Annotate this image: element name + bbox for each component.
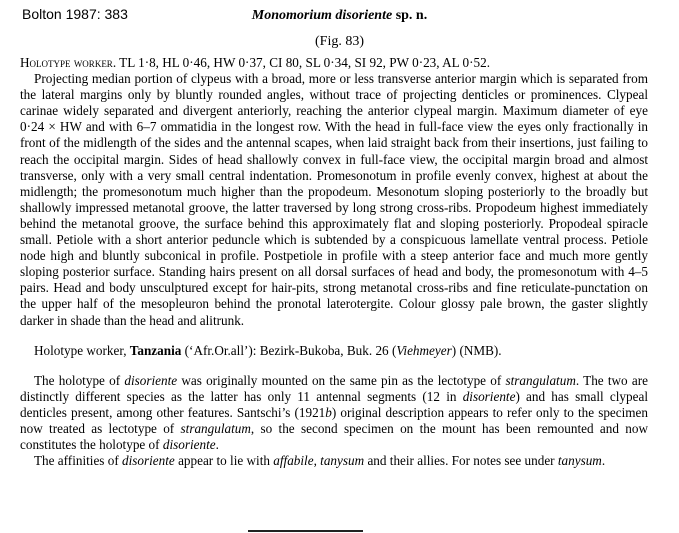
citation-label: Bolton 1987: 383 — [22, 6, 128, 22]
affinities-paragraph: The affinities of disoriente appear to lie with affabile, tanysum and their allies. For notes see under tanysum. — [34, 453, 606, 469]
cut-off-next-heading — [248, 527, 363, 533]
collector: Viehmeyer — [396, 342, 452, 358]
holotype-label: Holotype worker. — [20, 55, 117, 70]
measurements-line — [20, 55, 648, 71]
figure-reference: (Fig. 83) — [315, 34, 364, 49]
remarks-paragraph: The holotype of disoriente was originally mounted on the same pin as the lectotype of strangulatum. The two are distinctly different species as the latter has only 11 antennal segments (12 in disoriente) and has small clypeal denticles present, among other features. Santschi’s (1921b) original description appears to refer only to the specimen now treated as lectotype of strangulatum, so the second specimen on the mount has been remounted and now constitutes the holotype of disoriente. — [20, 372, 648, 453]
description-paragraph: Projecting median portion of clypeus with a broad, more or less transverse anterior margin which is separated from the lateral margins only by bluntly rounded angles, without trace of projecting denticles or prominences. Clypeal carinae widely separated and divergent anteriorly, reaching the anterior clypeal margin. Maximum diameter of eye 0·24 × HW and with 6–7 ommatidia in the longest row. With the head in full-face view the eyes only fractionally in front of the midlength of the sides and the antennal scapes, when laid straight back from their insertions, just failing to reach the occipital margin. Sides of head shallowly convex in full-face view, the occipital margin broad and almost transverse, only with a very small central indentation. Promesonotum in profile evenly convex, highest at about the midlength; the promesonotum much higher than the propodeum. Mesonotum sloping posteriorly to the broadly but shallowly impressed metanotal groove, the latter traversed by long strong cross-ribs. Propodeum highest immediately behind the metanotal groove, the surface behind this approximately flat and sloping posteriorly. Propodeal spiracle small. Petiole with a short anterior peduncle which is subtended by a conspicuous lamellate ventral process. Petiole node high and bluntly subconical in profile. Postpetiole in profile with a steep anterior face and much more gently sloping posterior surface. Standing hairs present on all dorsal surfaces of head and body, the promesonotum with 4–5 pairs. Head and body unsculptured except for hair-pits, strong metanotal cross-ribs and fine reticulate-punctation on the upper half of the mesopleuron behind the pronotal laterotergite. Colour glossy pale brown, the gaster slightly darker in shade than the head and alitrunk. — [20, 71, 648, 328]
material-paragraph: Holotype worker, Tanzania (‘Afr.Or.all’): Bezirk-Bukoba, Buk. 26 (Viehmeyer) (NMB). — [34, 342, 502, 358]
species-status: sp. n. — [392, 8, 428, 23]
measurement-values: TL 1·8, HL 0·46, HW 0·37, CI 80, SL 0·34, SI 92, PW 0·23, AL 0·52. — [116, 55, 490, 70]
body-text — [20, 55, 648, 469]
species-name: Monomorium disoriente — [251, 8, 393, 23]
species-title — [0, 8, 679, 24]
country: Tanzania — [129, 342, 182, 358]
